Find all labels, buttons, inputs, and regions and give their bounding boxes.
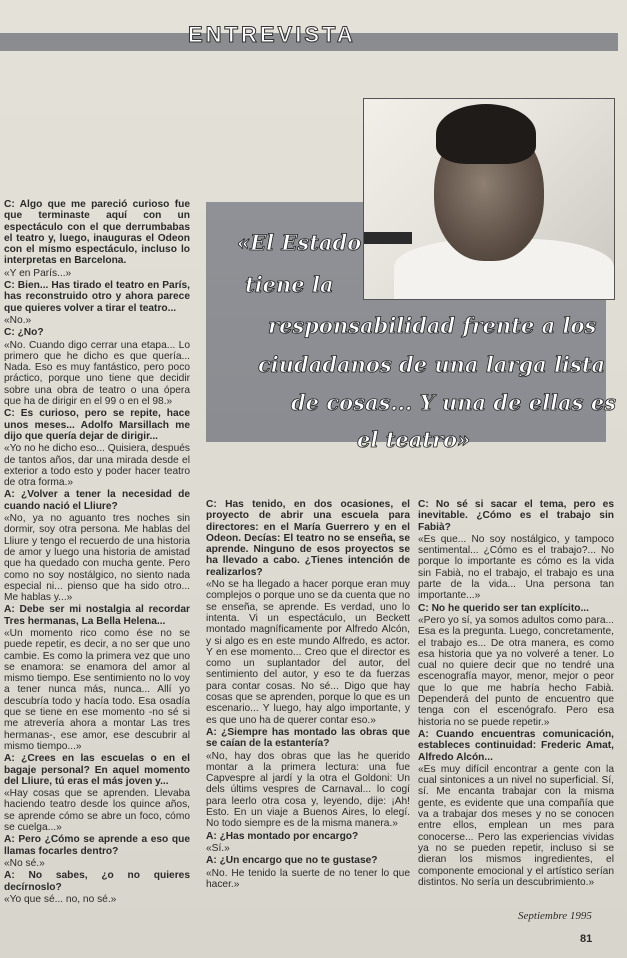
interview-question: A: Cuando encuentras comunicación, estableces continuidad: Frederic Amat, Alfredo Alcón... (418, 728, 614, 763)
interview-answer: «Y en París...» (4, 267, 72, 279)
pull-quote-line: ciudadanos de una larga lista (258, 352, 606, 377)
interview-question: C: No sé si sacar el tema, pero es inevitable. ¿Cómo es el trabajo sin Fabià? (418, 499, 614, 533)
pull-quote-line: «El Estado (237, 230, 362, 255)
column-right (418, 499, 614, 889)
interview-answer: «Un momento rico como ése no se puede repetir, es decir, a no ser que uno cambie. Es como la primera vez que uno se enamora: se enamora del amor al mismo tiempo. Ese sentimiento no lo voy a tener nunca más, nunca... Allí yo descubría todo y hacía todo. Esa osadía que se tiene en ese momento -no sé si me atrevería ahora a montar Las tres hermanas-, ese amor, ese descubrir al mismo tiempo...» (4, 627, 190, 752)
interviewee-photo (363, 98, 615, 300)
interview-answer: «No. He tenido la suerte de no tener lo que hacer.» (206, 867, 410, 890)
interview-question: C: ¿No? (4, 327, 44, 339)
interview-question: A: ¿Volver a tener la necesidad de cuando nació el Lliure? (4, 489, 190, 512)
interview-question: C: Has tenido, en dos ocasiones, el proyecto de abrir una escuela para directores: en el María Guerrero y en el Odeon. Decías: El teatro no se enseña, se aprende. Ninguno de esos proyectos se ha llevado a cabo. ¿Tienes intención de realizarlos? (206, 499, 410, 578)
interview-question: C: Bien... Has tirado el teatro en París, has reconstruido otro y ahora parece que quieres volver a tirar el teatro... (4, 280, 190, 314)
pull-quote-line: de cosas... Y una de ellas es (291, 390, 616, 415)
photo-hair (436, 104, 536, 164)
interview-answer: «No se ha llegado a hacer porque eran muy complejos o porque uno se da cuenta que no se enseña, se aprende. Es verdad, uno lo intenta. Vi un espectáculo, un Beckett montado magníficamente por Alfredo Alcón, y si algo es en este mundo Alfredo, es actor. Y en ese momento... Creo que el director es como un suplantador del autor, del sentimiento del autor, y eso te da fuerzas para contar cosas. No sé... Digo que hay cosas que se aprenden, porque lo que es un escenario... Y luego, hay algo importante, y es que uno ha de querer contar eso.» (206, 579, 410, 726)
interview-question: A: Debe ser mi nostalgia al recordar Tres hermanas, La Bella Helena... (4, 604, 190, 627)
interview-answer: «Pero yo sí, ya somos adultos como para... Esa es la pregunta. Luego, concretamente, el trabajo es... De otra manera, es como esa historia que ya no volveré a tener. Lo cual no quiere decir que no tendré una escenografía mayor, menor, mejor o peor que lo que me habría hecho Fabià. Dependerá del punto de encuentro que tenga con el escenógrafo. Pero esa historia no se puede repetir.» (418, 614, 614, 728)
interview-answer: «No.» (4, 314, 32, 326)
column-left (4, 199, 190, 906)
page-number: 81 (580, 933, 593, 945)
interview-answer: «No sé.» (4, 857, 45, 869)
interview-question: A: ¿Siempre has montado las obras que se caían de la estantería? (206, 726, 410, 750)
issue-date: Septiembre 1995 (518, 910, 592, 922)
interview-answer: «Es que... No soy nostálgico, y tampoco sentimental... ¿Cómo es el trabajo?... No porque lo importante es cómo es la vida sin Fabià, no el trabajo, el trabajo es una parte de la vida... Una persona tan importante...» (418, 533, 614, 602)
interview-question: C: No he querido ser tan explícito... (418, 602, 589, 614)
pull-quote-line: el teatro» (357, 427, 471, 452)
interview-answer: «Es muy difícil encontrar a gente con la cual sintonices a un nivel no superficial. Sí, sí. Me encanta trabajar con la misma gente, es evidente que una compañía que va a trabajar dos meses y no se conocen entre ellos, emplean un mes para conocerse... Pero las experiencias vividas ya no se pueden repetir, incluso si se dieran los mismos ingredientes, el componente emocional y el artístico serían distintos. No sería un descubrimiento.» (418, 763, 614, 888)
interview-answer: «Hay cosas que se aprenden. Llevaba haciendo teatro desde los quince años, se aprende cómo se abre un foco, cómo se cuelga...» (4, 788, 190, 834)
pull-quote-line: tiene la (245, 272, 334, 297)
interview-answer: «Yo que sé... no, no sé.» (4, 893, 117, 905)
section-title: ENTREVISTA (188, 22, 356, 47)
interview-question: C: Algo que me pareció curioso fue que terminaste aquí con un espectáculo con el que derrumbabas el teatro y, luego, inauguras el Odeon con el mismo espectáculo, incluso lo interpretas en Barcelona. (4, 199, 190, 267)
interview-answer: «No, hay dos obras que las he querido montar a la primera lectura: una fue Capvespre al jardí y la otra el Goldoni: Un dels últims vespres de Carnaval... lo cogí para leerlo otra cosa y, leyendo, dije: ¡Ah! Esto. En un viaje a Buenos Aires, lo elegí. No todo siempre es de la misma manera.» (206, 750, 410, 830)
column-middle (206, 499, 410, 891)
interview-question: C: Es curioso, pero se repite, hace unos meses... Adolfo Marsillach me dijo que quería dejar de dirigir... (4, 408, 190, 442)
interview-question: A: No sabes, ¿o no quieres decírnoslo? (4, 870, 190, 893)
pull-quote-line: responsabilidad frente a los (268, 313, 597, 338)
interview-question: A: ¿Crees en las escuelas o en el bagaje personal? En aquel momento del Lliure, tú eras el más joven y... (4, 753, 190, 787)
interview-answer: «No. Cuando digo cerrar una etapa... Lo primero que he dicho es que quería... Nada. Eso es muy fantástico, pero poco práctico, porque uno tiene que decidir sobre una obra de teatro o una ópera que ha de dirigir en el 99 o en el 98.» (4, 339, 190, 408)
interview-question: A: Pero ¿Cómo se aprende a eso que llamas focarles dentro? (4, 834, 190, 857)
interview-question: A: ¿Un encargo que no te gustase? (206, 855, 378, 867)
interview-answer: «No, ya no aguanto tres noches sin dormir, soy otra persona. Me hablas del Lliure y tengo el recuerdo de una historia de amor y luego una historia de amistad que ha quedado con mucha gente. Pero como no soy nostálgico, no siento nada especial ni... pienso que ha sido otro... Me hablas y...» (4, 513, 190, 604)
microphone-icon (364, 232, 412, 244)
interview-answer: «Yo no he dicho eso... Quisiera, después de tantos años, dar una mirada desde el exterior a todo esto y poder hacer teatro de otra forma.» (4, 443, 190, 489)
interview-question: A: ¿Has montado por encargo? (206, 830, 359, 842)
interview-answer: «Sí.» (206, 842, 230, 854)
